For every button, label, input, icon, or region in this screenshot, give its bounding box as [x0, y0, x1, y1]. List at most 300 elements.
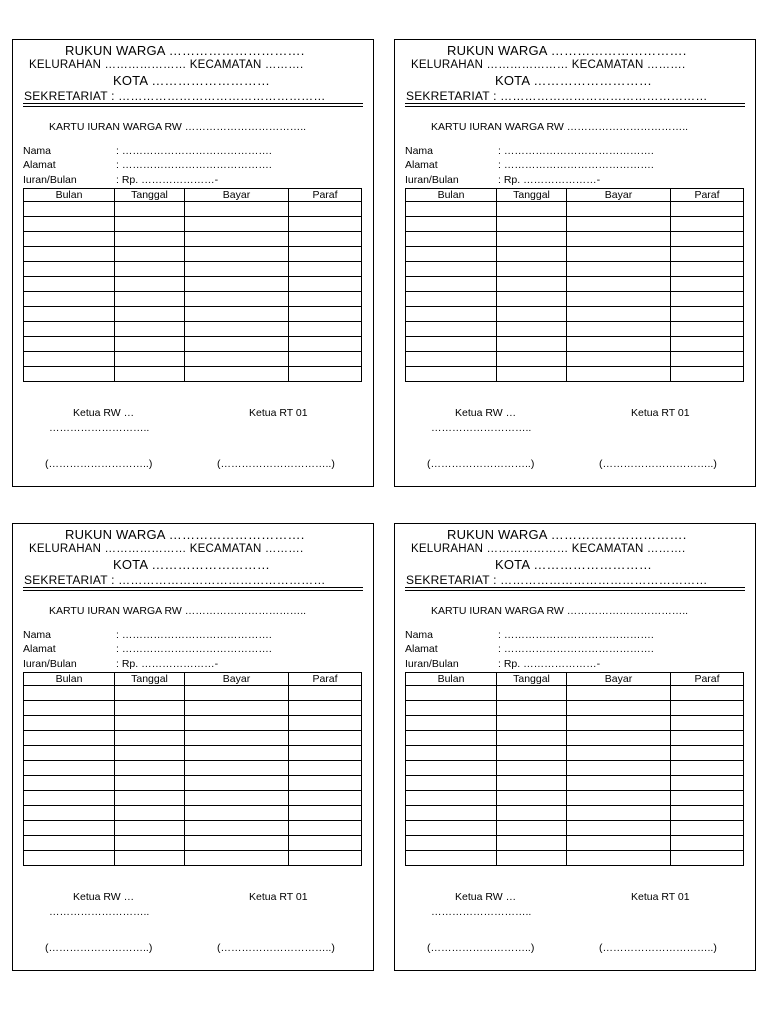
table-header-row [406, 189, 744, 202]
table-cell [671, 851, 744, 866]
ketua-rt-label: Ketua RT 01 [249, 891, 308, 903]
field-label: Nama [23, 629, 52, 641]
ketua-rw-label: Ketua RW … [455, 891, 517, 903]
column-header-paraf: Paraf [671, 673, 744, 686]
kelurahan-kecamatan-line: KELURAHAN ………………… KECAMATAN ………. [29, 543, 304, 555]
column-header-bayar: Bayar [567, 189, 671, 202]
table-cell [567, 337, 671, 352]
table-row [24, 686, 362, 701]
table-cell [671, 776, 744, 791]
table-cell [24, 701, 115, 716]
column-header-bulan: Bulan [406, 673, 497, 686]
table-cell [24, 352, 115, 367]
kartu-heading: KARTU IURAN WARGA RW …………………………….. [431, 121, 689, 133]
field-nama [405, 629, 654, 641]
field-value: : ……………………………………. [498, 643, 654, 655]
iuran-card [12, 523, 374, 971]
table-cell [115, 292, 185, 307]
ketua-rw-dots: ……………………….. [49, 422, 150, 434]
table-cell [497, 202, 567, 217]
field-label: Alamat [405, 159, 438, 171]
table-cell [406, 806, 497, 821]
field-iuran [23, 174, 218, 186]
table-cell [185, 851, 289, 866]
field-label: Iuran/Bulan [23, 658, 77, 670]
table-cell [497, 352, 567, 367]
field-label: Iuran/Bulan [23, 174, 77, 186]
table-cell [115, 217, 185, 232]
table-cell [406, 337, 497, 352]
table-cell [671, 367, 744, 382]
table-cell [497, 791, 567, 806]
signature-left: (………………………..) [427, 942, 535, 954]
table-row [406, 352, 744, 367]
table-cell [567, 217, 671, 232]
table-row [406, 776, 744, 791]
table-cell [185, 731, 289, 746]
table-cell [671, 292, 744, 307]
table-row [24, 851, 362, 866]
table-cell [115, 761, 185, 776]
table-cell [497, 367, 567, 382]
table-cell [671, 836, 744, 851]
card-title: RUKUN WARGA …………………………. [65, 43, 305, 58]
table-cell [671, 217, 744, 232]
table-cell [497, 322, 567, 337]
table-row [406, 716, 744, 731]
column-header-paraf: Paraf [289, 673, 362, 686]
table-cell [24, 851, 115, 866]
table-cell [497, 836, 567, 851]
table-cell [289, 292, 362, 307]
table-cell [671, 277, 744, 292]
table-cell [406, 761, 497, 776]
table-row [24, 821, 362, 836]
table-cell [567, 232, 671, 247]
table-cell [24, 821, 115, 836]
table-cell [406, 217, 497, 232]
table-cell [24, 761, 115, 776]
table-cell [24, 367, 115, 382]
table-cell [185, 307, 289, 322]
table-cell [24, 322, 115, 337]
table-row [406, 791, 744, 806]
table-row [406, 851, 744, 866]
table-cell [497, 776, 567, 791]
table-cell [289, 686, 362, 701]
table-cell [115, 821, 185, 836]
sekretariat-line: SEKRETARIAT : …………………………………………… [406, 89, 708, 103]
table-cell [497, 292, 567, 307]
table-cell [24, 247, 115, 262]
table-cell [24, 806, 115, 821]
kota-line: KOTA ……………………… [495, 73, 653, 88]
table-row [406, 746, 744, 761]
table-cell [567, 367, 671, 382]
ketua-rw-label: Ketua RW … [455, 407, 517, 419]
table-cell [671, 701, 744, 716]
table-cell [567, 851, 671, 866]
header-divider [23, 103, 363, 104]
table-cell [185, 322, 289, 337]
table-cell [497, 851, 567, 866]
table-cell [185, 277, 289, 292]
table-cell [185, 352, 289, 367]
table-cell [24, 836, 115, 851]
field-label: Nama [23, 145, 52, 157]
table-cell [185, 217, 289, 232]
table-cell [406, 701, 497, 716]
table-row [406, 761, 744, 776]
table-cell [567, 352, 671, 367]
table-cell [115, 836, 185, 851]
field-value: : ……………………………………. [116, 643, 272, 655]
table-cell [671, 686, 744, 701]
field-label: Iuran/Bulan [405, 658, 459, 670]
table-cell [406, 232, 497, 247]
table-cell [24, 232, 115, 247]
table-cell [406, 746, 497, 761]
table-row [24, 806, 362, 821]
column-header-bayar: Bayar [567, 673, 671, 686]
table-cell [185, 367, 289, 382]
table-cell [289, 202, 362, 217]
table-row [24, 217, 362, 232]
ketua-rw-label: Ketua RW … [73, 891, 135, 903]
table-row [406, 262, 744, 277]
field-value: : ……………………………………. [116, 629, 272, 641]
column-header-tanggal: Tanggal [115, 673, 185, 686]
table-row [24, 277, 362, 292]
table-cell [289, 262, 362, 277]
table-cell [289, 701, 362, 716]
field-label: Alamat [405, 643, 438, 655]
table-cell [289, 761, 362, 776]
field-label: Alamat [23, 159, 56, 171]
field-alamat [23, 643, 272, 655]
kartu-heading: KARTU IURAN WARGA RW …………………………….. [49, 121, 307, 133]
table-cell [567, 292, 671, 307]
signature-left: (………………………..) [45, 942, 153, 954]
table-row [406, 292, 744, 307]
field-nama [405, 145, 654, 157]
table-row [406, 307, 744, 322]
table-row [24, 836, 362, 851]
signature-right: (…………………………..) [599, 942, 717, 954]
table-cell [115, 716, 185, 731]
table-cell [115, 686, 185, 701]
kota-line: KOTA ……………………… [113, 557, 271, 572]
kartu-heading: KARTU IURAN WARGA RW …………………………….. [49, 605, 307, 617]
table-cell [115, 776, 185, 791]
table-row [24, 716, 362, 731]
table-cell [24, 277, 115, 292]
table-row [406, 202, 744, 217]
table-cell [497, 232, 567, 247]
table-cell [497, 746, 567, 761]
table-row [24, 232, 362, 247]
ketua-rw-dots: ……………………….. [49, 906, 150, 918]
table-cell [406, 277, 497, 292]
table-row [406, 367, 744, 382]
header-divider [23, 587, 363, 588]
field-nama [23, 629, 272, 641]
table-cell [289, 217, 362, 232]
field-value: : ……………………………………. [498, 145, 654, 157]
field-value: : ……………………………………. [116, 159, 272, 171]
field-alamat [405, 643, 654, 655]
column-header-tanggal: Tanggal [115, 189, 185, 202]
table-cell [406, 851, 497, 866]
table-cell [24, 716, 115, 731]
table-cell [115, 851, 185, 866]
table-cell [497, 806, 567, 821]
table-row [406, 821, 744, 836]
payment-table [405, 188, 744, 382]
table-cell [671, 791, 744, 806]
ketua-rw-dots: ……………………….. [431, 906, 532, 918]
table-cell [289, 836, 362, 851]
table-cell [24, 262, 115, 277]
header-divider-double [405, 106, 745, 107]
kelurahan-kecamatan-line: KELURAHAN ………………… KECAMATAN ………. [411, 59, 686, 71]
table-cell [671, 352, 744, 367]
table-cell [24, 776, 115, 791]
table-cell [115, 731, 185, 746]
column-header-paraf: Paraf [289, 189, 362, 202]
table-cell [567, 806, 671, 821]
table-cell [671, 232, 744, 247]
column-header-tanggal: Tanggal [497, 189, 567, 202]
table-row [406, 232, 744, 247]
table-cell [567, 821, 671, 836]
card-title: RUKUN WARGA …………………………. [447, 43, 687, 58]
table-cell [24, 307, 115, 322]
table-cell [406, 247, 497, 262]
table-cell [185, 686, 289, 701]
table-cell [24, 791, 115, 806]
table-cell [115, 352, 185, 367]
table-cell [671, 202, 744, 217]
table-cell [289, 352, 362, 367]
field-value: : Rp. …………………- [498, 658, 601, 670]
table-cell [289, 337, 362, 352]
ketua-rt-label: Ketua RT 01 [631, 407, 690, 419]
field-label: Nama [405, 629, 434, 641]
table-row [24, 761, 362, 776]
field-alamat [23, 159, 272, 171]
table-cell [567, 746, 671, 761]
iuran-card [394, 39, 756, 487]
table-cell [567, 202, 671, 217]
table-row [24, 292, 362, 307]
table-cell [289, 851, 362, 866]
table-row [24, 262, 362, 277]
table-cell [289, 746, 362, 761]
table-cell [406, 352, 497, 367]
table-cell [185, 247, 289, 262]
field-label: Iuran/Bulan [405, 174, 459, 186]
table-row [24, 202, 362, 217]
column-header-paraf: Paraf [671, 189, 744, 202]
table-cell [406, 836, 497, 851]
table-cell [497, 731, 567, 746]
sekretariat-line: SEKRETARIAT : …………………………………………… [24, 573, 326, 587]
table-cell [567, 307, 671, 322]
payment-table [405, 672, 744, 866]
table-cell [185, 292, 289, 307]
table-cell [671, 761, 744, 776]
table-cell [289, 367, 362, 382]
table-cell [289, 307, 362, 322]
table-cell [24, 217, 115, 232]
table-row [406, 337, 744, 352]
table-cell [567, 716, 671, 731]
kartu-heading: KARTU IURAN WARGA RW …………………………….. [431, 605, 689, 617]
kota-line: KOTA ……………………… [495, 557, 653, 572]
table-cell [567, 761, 671, 776]
table-cell [567, 322, 671, 337]
payment-table [23, 672, 362, 866]
table-cell [406, 716, 497, 731]
column-header-tanggal: Tanggal [497, 673, 567, 686]
table-cell [406, 686, 497, 701]
field-nama [23, 145, 272, 157]
table-cell [289, 247, 362, 262]
table-cell [567, 262, 671, 277]
field-iuran [405, 174, 600, 186]
column-header-bulan: Bulan [24, 189, 115, 202]
table-cell [185, 232, 289, 247]
column-header-bayar: Bayar [185, 189, 289, 202]
table-cell [24, 686, 115, 701]
table-cell [185, 202, 289, 217]
signature-right: (…………………………..) [217, 942, 335, 954]
table-cell [567, 277, 671, 292]
table-row [406, 701, 744, 716]
table-cell [497, 701, 567, 716]
table-row [406, 836, 744, 851]
table-row [24, 247, 362, 262]
table-cell [185, 776, 289, 791]
header-divider-double [23, 590, 363, 591]
table-cell [497, 262, 567, 277]
table-cell [185, 337, 289, 352]
table-cell [497, 686, 567, 701]
column-header-bulan: Bulan [24, 673, 115, 686]
kota-line: KOTA ……………………… [113, 73, 271, 88]
table-cell [289, 821, 362, 836]
table-cell [115, 247, 185, 262]
table-header-row [24, 673, 362, 686]
field-label: Alamat [23, 643, 56, 655]
table-row [406, 686, 744, 701]
table-cell [497, 821, 567, 836]
table-cell [115, 322, 185, 337]
table-row [24, 731, 362, 746]
table-cell [289, 731, 362, 746]
table-cell [24, 731, 115, 746]
table-row [406, 217, 744, 232]
table-cell [497, 247, 567, 262]
table-cell [406, 367, 497, 382]
field-value: : Rp. …………………- [498, 174, 601, 186]
table-cell [671, 731, 744, 746]
table-cell [185, 761, 289, 776]
ketua-rt-label: Ketua RT 01 [631, 891, 690, 903]
table-cell [185, 746, 289, 761]
table-cell [567, 701, 671, 716]
signature-right: (…………………………..) [599, 458, 717, 470]
table-cell [497, 277, 567, 292]
column-header-bulan: Bulan [406, 189, 497, 202]
table-cell [185, 821, 289, 836]
table-cell [567, 791, 671, 806]
header-divider [405, 103, 745, 104]
table-cell [406, 322, 497, 337]
table-cell [289, 776, 362, 791]
ketua-rw-dots: ……………………….. [431, 422, 532, 434]
table-cell [497, 716, 567, 731]
table-row [406, 247, 744, 262]
table-cell [671, 322, 744, 337]
table-row [24, 791, 362, 806]
table-cell [406, 307, 497, 322]
table-cell [497, 217, 567, 232]
table-cell [289, 791, 362, 806]
field-label: Nama [405, 145, 434, 157]
table-cell [115, 806, 185, 821]
table-cell [671, 307, 744, 322]
table-row [406, 806, 744, 821]
table-cell [671, 716, 744, 731]
table-cell [289, 806, 362, 821]
table-cell [497, 337, 567, 352]
field-value: : ……………………………………. [498, 629, 654, 641]
table-cell [185, 701, 289, 716]
table-cell [24, 746, 115, 761]
table-header-row [406, 673, 744, 686]
table-cell [671, 746, 744, 761]
table-cell [115, 791, 185, 806]
table-cell [567, 731, 671, 746]
table-cell [671, 806, 744, 821]
table-cell [115, 262, 185, 277]
header-divider-double [405, 590, 745, 591]
sekretariat-line: SEKRETARIAT : …………………………………………… [406, 573, 708, 587]
table-cell [24, 202, 115, 217]
table-cell [24, 292, 115, 307]
table-cell [406, 262, 497, 277]
field-value: : Rp. …………………- [116, 174, 219, 186]
table-cell [289, 322, 362, 337]
iuran-card [394, 523, 756, 971]
table-cell [115, 277, 185, 292]
table-cell [406, 791, 497, 806]
table-cell [115, 746, 185, 761]
table-cell [115, 307, 185, 322]
header-divider-double [23, 106, 363, 107]
table-row [24, 337, 362, 352]
table-cell [406, 292, 497, 307]
ketua-rw-label: Ketua RW … [73, 407, 135, 419]
sekretariat-line: SEKRETARIAT : …………………………………………… [24, 89, 326, 103]
field-value: : ……………………………………. [116, 145, 272, 157]
field-iuran [23, 658, 218, 670]
table-cell [115, 337, 185, 352]
table-cell [185, 262, 289, 277]
table-cell [567, 686, 671, 701]
